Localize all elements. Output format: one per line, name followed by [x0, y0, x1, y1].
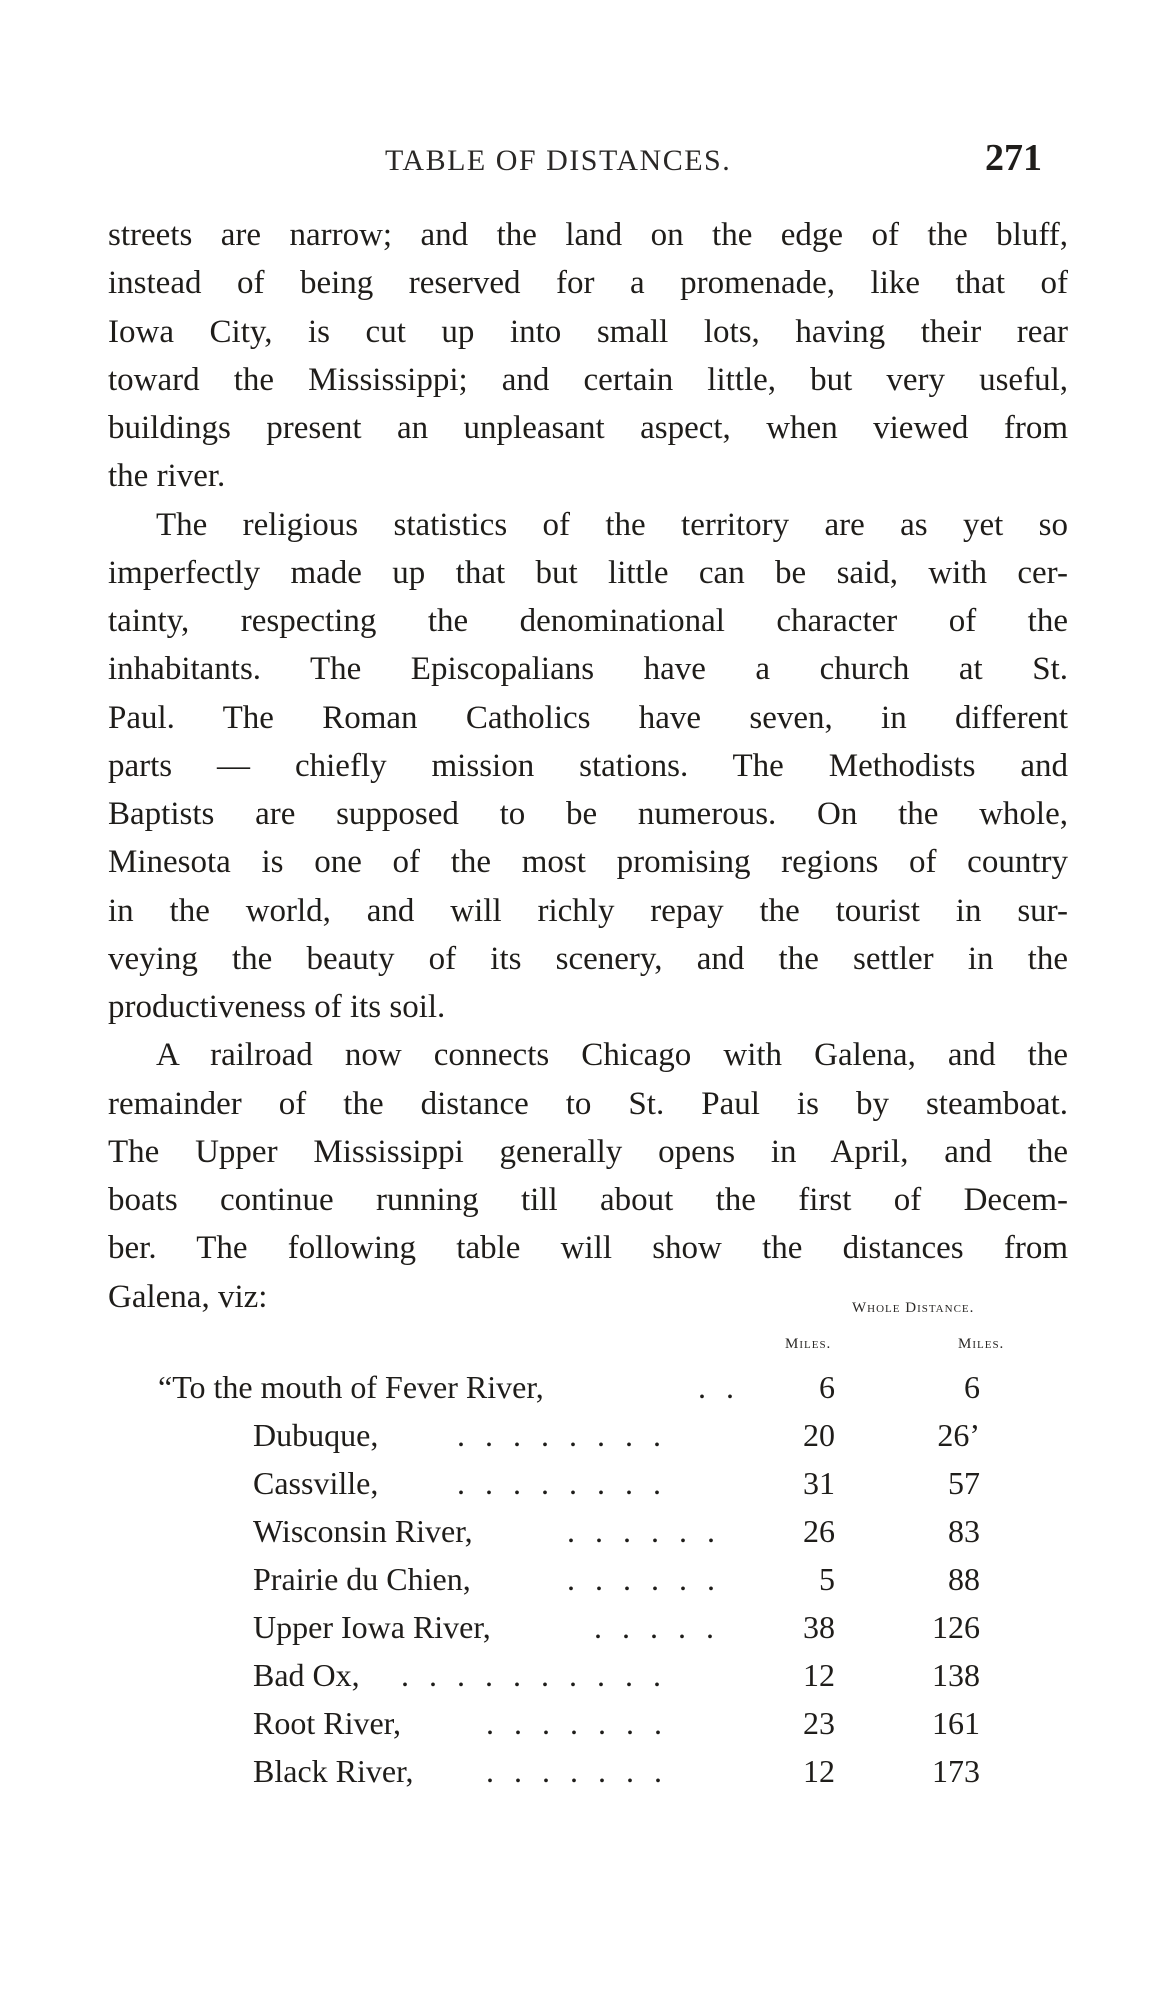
- text-line: A railroad now connects Chicago with Galena, and the: [156, 1037, 1068, 1074]
- dot-leaders: . . . . . .: [567, 1561, 721, 1597]
- text-line: productiveness of its soil.: [108, 989, 446, 1025]
- table-row: [0, 1507, 1174, 1555]
- place-name: Cassville,: [253, 1465, 379, 1501]
- place-name: “To the mouth of Fever River,: [158, 1369, 544, 1405]
- dot-leaders: . . . . . . . . . .: [401, 1657, 667, 1693]
- table-row: [0, 1555, 1174, 1603]
- dot-leaders: . . . . . . .: [486, 1753, 668, 1789]
- text-line: toward the Mississippi; and certain little, but very useful,: [108, 361, 1068, 398]
- miles-value: 20: [803, 1417, 835, 1453]
- place-name: Black River,: [253, 1753, 414, 1789]
- text-line: Minesota is one of the most promising regions of country: [108, 844, 1068, 881]
- column-header-miles: Miles.: [785, 1336, 832, 1352]
- text-line: Iowa City, is cut up into small lots, having their rear: [108, 313, 1068, 350]
- whole-distance-value: 138: [932, 1657, 980, 1693]
- text-line: in the world, and will richly repay the tourist in sur-: [108, 892, 1068, 929]
- table-row: [0, 1603, 1174, 1651]
- text-line: buildings present an unpleasant aspect, when viewed from: [108, 410, 1068, 446]
- miles-value: 12: [803, 1753, 835, 1789]
- running-head: [0, 136, 1174, 186]
- dot-leaders: . . . . . . . .: [457, 1465, 667, 1501]
- dot-leaders: . . . . . . .: [486, 1705, 668, 1741]
- text-line: parts — chiefly mission stations. The Methodists and: [108, 747, 1068, 784]
- column-header-whole-distance: Whole Distance.: [852, 1300, 975, 1316]
- table-row: [0, 1363, 1174, 1411]
- text-line: boats continue running till about the first of Decem-: [108, 1182, 1068, 1218]
- text-line: imperfectly made up that but little can be said, with cer-: [108, 554, 1068, 591]
- whole-distance-value: 26’: [937, 1417, 980, 1453]
- place-name: Prairie du Chien,: [253, 1561, 471, 1597]
- miles-value: 23: [803, 1705, 835, 1741]
- text-line: instead of being reserved for a promenade, like that of: [108, 265, 1068, 302]
- body-text: [108, 211, 1068, 1321]
- miles-value: 31: [803, 1465, 835, 1501]
- text-line: remainder of the distance to St. Paul is by steamboat.: [108, 1085, 1068, 1122]
- text-line: tainty, respecting the denominational character of the: [108, 603, 1068, 639]
- table-row: [0, 1459, 1174, 1507]
- column-header-whole-miles: Miles.: [958, 1336, 1005, 1352]
- table-row: [0, 1651, 1174, 1699]
- table-row: [0, 1411, 1174, 1459]
- dot-leaders: . . . . . .: [567, 1513, 721, 1549]
- text-line: Paul. The Roman Catholics have seven, in different: [108, 699, 1068, 736]
- text-line: the river.: [108, 458, 226, 495]
- text-line: ber. The following table will show the distances from: [108, 1230, 1068, 1267]
- dot-leaders: . . . . .: [594, 1609, 720, 1645]
- text-line: streets are narrow; and the land on the edge of the bluff,: [108, 217, 1068, 253]
- text-line: inhabitants. The Episcopalians have a church at St.: [108, 651, 1068, 688]
- whole-distance-value: 173: [932, 1753, 980, 1789]
- table-row: [0, 1699, 1174, 1747]
- text-line: veying the beauty of its scenery, and the settler in the: [108, 940, 1068, 977]
- miles-value: 6: [819, 1369, 835, 1405]
- dot-leaders: . . . . . . . .: [457, 1417, 667, 1453]
- distance-table: [0, 1363, 1174, 1795]
- place-name: Dubuque,: [253, 1417, 379, 1453]
- place-name: Bad Ox,: [253, 1657, 360, 1693]
- page-number: 271: [985, 137, 1042, 179]
- dot-leaders: . .: [698, 1369, 740, 1405]
- miles-value: 38: [803, 1609, 835, 1645]
- running-head-title: TABLE OF DISTANCES.: [385, 144, 732, 177]
- miles-value: 5: [819, 1561, 835, 1597]
- whole-distance-value: 83: [948, 1513, 980, 1549]
- whole-distance-value: 57: [948, 1465, 980, 1501]
- whole-distance-value: 126: [932, 1609, 980, 1645]
- whole-distance-value: 88: [948, 1561, 980, 1597]
- text-line: The religious statistics of the territory are as yet so: [156, 506, 1068, 543]
- miles-value: 12: [803, 1657, 835, 1693]
- place-name: Wisconsin River,: [253, 1513, 473, 1549]
- text-line: Galena, viz:: [108, 1278, 268, 1315]
- place-name: Upper Iowa River,: [253, 1609, 491, 1645]
- miles-value: 26: [803, 1513, 835, 1549]
- whole-distance-value: 6: [964, 1369, 980, 1405]
- text-line: The Upper Mississippi generally opens in April, and the: [108, 1133, 1068, 1170]
- text-line: Baptists are supposed to be numerous. On the whole,: [108, 796, 1068, 832]
- table-row: [0, 1747, 1174, 1795]
- place-name: Root River,: [253, 1705, 402, 1741]
- whole-distance-value: 161: [932, 1705, 980, 1741]
